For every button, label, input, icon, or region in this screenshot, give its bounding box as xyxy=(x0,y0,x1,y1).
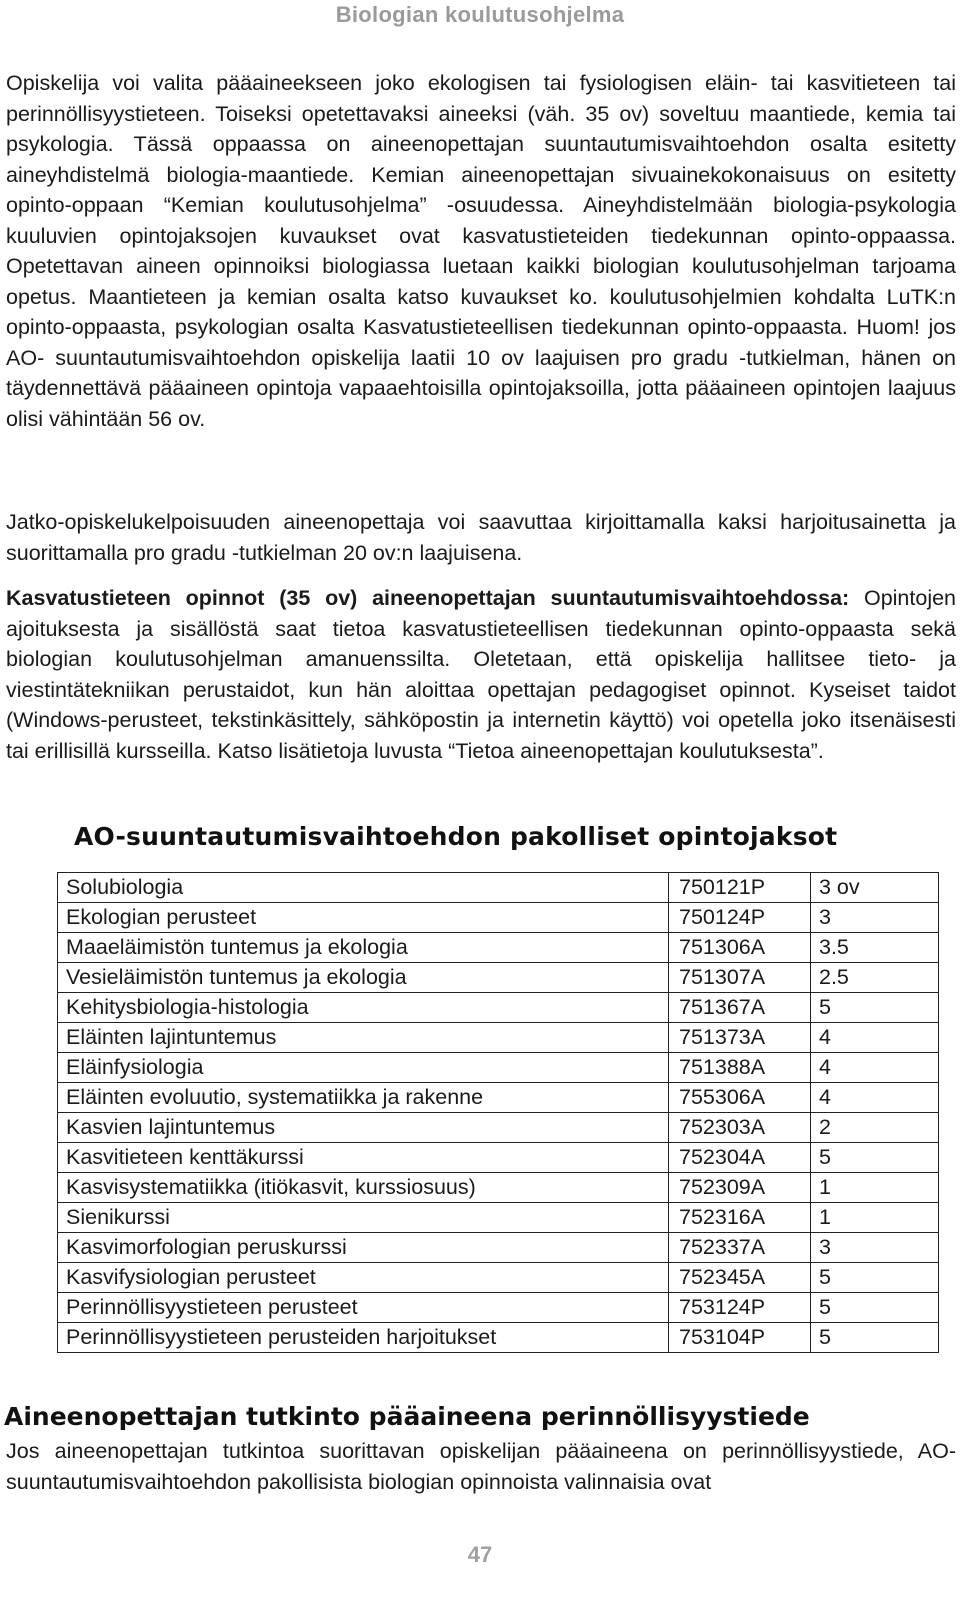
course-name: Perinnöllisyystieteen perusteet xyxy=(58,1293,669,1323)
course-code: 752345A xyxy=(669,1263,811,1293)
table-row xyxy=(58,1083,939,1113)
course-credits: 1 xyxy=(811,1203,939,1233)
course-code: 750124P xyxy=(669,903,811,933)
course-credits: 3.5 xyxy=(811,933,939,963)
course-code: 751373A xyxy=(669,1023,811,1053)
table-row xyxy=(58,873,939,903)
table-row xyxy=(58,1173,939,1203)
course-credits: 2.5 xyxy=(811,963,939,993)
genetics-major-paragraph: Jos aineenopettajan tutkintoa suorittavan opiskelijan pääaineena on perinnöllisyystiede, AO-suuntautumisvaihtoehdon pakollisista biologian opinnoista valinnaisia ovat xyxy=(6,1439,956,1494)
table-row xyxy=(58,963,939,993)
course-name: Eläinten lajintuntemus xyxy=(58,1023,669,1053)
table-row xyxy=(58,1323,939,1353)
course-name: Kasvien lajintuntemus xyxy=(58,1113,669,1143)
mandatory-courses-table xyxy=(57,872,939,1353)
table-row xyxy=(58,903,939,933)
course-credits: 5 xyxy=(811,1293,939,1323)
genetics-major-title: Aineenopettajan tutkinto pääaineena perinnöllisyystiede xyxy=(4,1402,810,1431)
course-credits: 1 xyxy=(811,1173,939,1203)
education-studies-text: Opintojen ajoituksesta ja sisällöstä saat tietoa kasvatustieteellisen tiedekunnan opinto-oppaasta sekä biologian koulutusohjelman amanuenssilta. Oletetaan, että opiskelija hallitsee tieto- ja viestintätekniikan perustaidot, kun hän aloittaa opettajan pedagogiset opinnot. Kyseiset taidot (Windows-perusteet, tekstinkäsittely, sähköpostin ja internetin käyttö) voi opetella joko itsenäisesti tai erillisillä kursseilla. Katso lisätietoja luvusta “Tietoa aineenopettajan koulutuksesta”. xyxy=(6,586,957,763)
page-number: 47 xyxy=(467,1542,493,1567)
course-credits: 2 xyxy=(811,1113,939,1143)
course-credits: 3 xyxy=(811,1233,939,1263)
table-row xyxy=(58,1263,939,1293)
course-name: Sienikurssi xyxy=(58,1203,669,1233)
course-code: 752303A xyxy=(669,1113,811,1143)
course-code: 755306A xyxy=(669,1083,811,1113)
course-code: 752304A xyxy=(669,1143,811,1173)
table-row xyxy=(58,993,939,1023)
table-row xyxy=(58,1293,939,1323)
table-row xyxy=(58,1203,939,1233)
course-name: Kasvitieteen kenttäkurssi xyxy=(58,1143,669,1173)
course-code: 751306A xyxy=(669,933,811,963)
course-name: Kasvifysiologian perusteet xyxy=(58,1263,669,1293)
course-name: Kasvimorfologian peruskurssi xyxy=(58,1233,669,1263)
course-name: Ekologian perusteet xyxy=(58,903,669,933)
course-code: 753124P xyxy=(669,1293,811,1323)
course-credits: 4 xyxy=(811,1053,939,1083)
course-credits: 4 xyxy=(811,1023,939,1053)
course-code: 752309A xyxy=(669,1173,811,1203)
page-header-title: Biologian koulutusohjelma xyxy=(335,2,625,27)
course-name: Kasvisystematiikka (itiökasvit, kurssiosuus) xyxy=(58,1173,669,1203)
table-row xyxy=(58,933,939,963)
table-row xyxy=(58,1233,939,1263)
course-code: 750121P xyxy=(669,873,811,903)
course-credits: 5 xyxy=(811,1323,939,1353)
course-name: Perinnöllisyystieteen perusteiden harjoitukset xyxy=(58,1323,669,1353)
table-row xyxy=(58,1023,939,1053)
course-credits: 3 xyxy=(811,903,939,933)
course-name: Solubiologia xyxy=(58,873,669,903)
intro-paragraph: Opiskelija voi valita pääaineekseen joko ekologisen tai fysiologisen eläin- tai kasvitieteen tai perinnöllisyystieteen. Toiseksi opetettavaksi aineeksi (väh. 35 ov) soveltuu maantiede, kemia tai psykologia. Tässä oppaassa on aineenopettajan suuntautumisvaihtoehdon osalta esitetty aineyhdistelmä biologia-maantiede. Kemian aineenopettajan sivuainekokonaisuus on esitetty opinto-oppaan “Kemian koulutusohjelma” -osuudessa. Aineyhdistelmään biologia-psykologia kuuluvien opintojaksojen kuvaukset ovat kasvatustieteiden tiedekunnan opinto-oppaassa. Opetettavan aineen opinnoiksi biologiassa luetaan kaikki biologian koulutusohjelman tarjoama opetus. Maantieteen ja kemian osalta katso kuvaukset ko. koulutusohjelmien kohdalta LuTK:n opinto-oppaasta, psykologian osalta Kasvatustieteellisen tiedekunnan opinto-oppaasta. Huom! jos AO- suuntautumisvaihtoehdon opiskelija laatii 10 ov laajuisen pro gradu -tutkielman, hänen on täydennettävä pääaineen opintoja vapaaehtoisilla opintojaksoilla, jotta pääaineen opintojen laajuus olisi vähintään 56 ov. xyxy=(6,71,956,431)
table-row xyxy=(58,1113,939,1143)
course-code: 751307A xyxy=(669,963,811,993)
course-code: 752316A xyxy=(669,1203,811,1233)
course-name: Vesieläimistön tuntemus ja ekologia xyxy=(58,963,669,993)
course-name: Kehitysbiologia-histologia xyxy=(58,993,669,1023)
course-name: Eläinfysiologia xyxy=(58,1053,669,1083)
table-row xyxy=(58,1053,939,1083)
course-credits: 3 ov xyxy=(811,873,939,903)
course-code: 752337A xyxy=(669,1233,811,1263)
course-credits: 4 xyxy=(811,1083,939,1113)
course-name: Eläinten evoluutio, systematiikka ja rakenne xyxy=(58,1083,669,1113)
course-credits: 5 xyxy=(811,1143,939,1173)
education-studies-paragraph xyxy=(6,583,956,766)
course-credits: 5 xyxy=(811,993,939,1023)
course-code: 751367A xyxy=(669,993,811,1023)
course-code: 751388A xyxy=(669,1053,811,1083)
education-studies-heading: Kasvatustieteen opinnot (35 ov) aineenopettajan suuntautumisvaihtoehdossa: xyxy=(6,586,850,610)
course-name: Maaeläimistön tuntemus ja ekologia xyxy=(58,933,669,963)
mandatory-courses-title: AO-suuntautumisvaihtoehdon pakolliset opintojaksot xyxy=(74,822,838,851)
postgrad-paragraph: Jatko-opiskelukelpoisuuden aineenopettaja voi saavuttaa kirjoittamalla kaksi harjoitusainetta ja suorittamalla pro gradu -tutkielman 20 ov:n laajuisena. xyxy=(6,510,956,565)
table-row xyxy=(58,1143,939,1173)
course-credits: 5 xyxy=(811,1263,939,1293)
course-code: 753104P xyxy=(669,1323,811,1353)
